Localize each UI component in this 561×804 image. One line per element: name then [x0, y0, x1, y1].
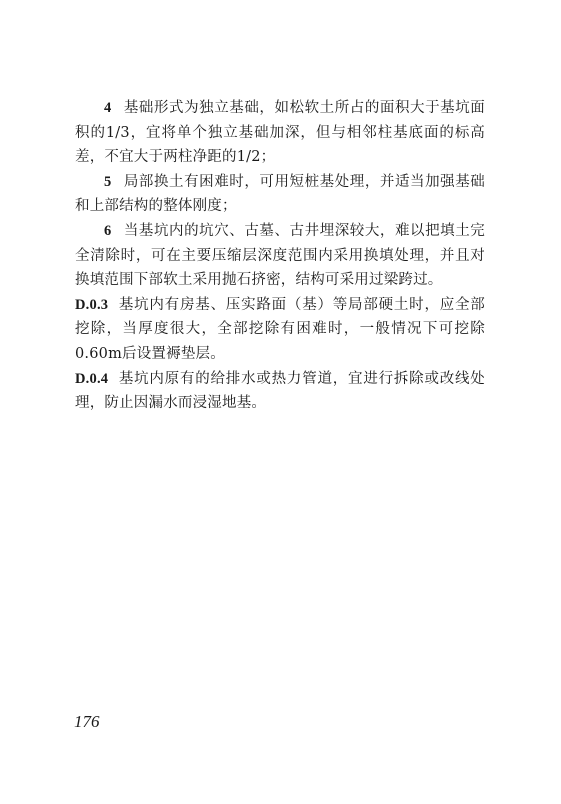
- clause-paragraph: [75, 367, 485, 416]
- page-number: 176: [74, 712, 100, 731]
- item-number: 5: [104, 173, 112, 190]
- page-content: [75, 96, 485, 416]
- clause-paragraph: [75, 293, 485, 367]
- list-item: [75, 219, 485, 293]
- clause-text: 基坑内有房基、压实路面（基）等局部硬土时，应全部挖除，当厚度很大，全部挖除有困难时，一般情况下可挖除0.60m后设置褥垫层。: [75, 296, 485, 362]
- item-text: 基础形式为独立基础，如松软土所占的面积大于基坑面积的1/3，宜将单个独立基础加深，但与相邻柱基底面的标高差，不宜大于两柱净距的1/2；: [75, 100, 485, 166]
- item-number: 6: [104, 222, 112, 239]
- clause-number: D.0.4: [75, 370, 109, 387]
- list-item: [75, 170, 485, 219]
- item-text: 当基坑内的坑穴、古墓、古井埋深较大，难以把填土完全清除时，可在主要压缩层深度范围内采用换填处理，并且对换填范围下部软土采用抛石挤密，结构可采用过梁跨过。: [75, 222, 485, 289]
- clause-number: D.0.3: [75, 296, 109, 313]
- item-text: 局部换土有困难时，可用短桩基处理，并适当加强基础和上部结构的整体刚度；: [75, 173, 485, 215]
- clause-text: 基坑内原有的给排水或热力管道，宜进行拆除或改线处理，防止因漏水而浸湿地基。: [75, 370, 485, 412]
- item-number: 4: [104, 100, 112, 116]
- list-item: [75, 96, 485, 170]
